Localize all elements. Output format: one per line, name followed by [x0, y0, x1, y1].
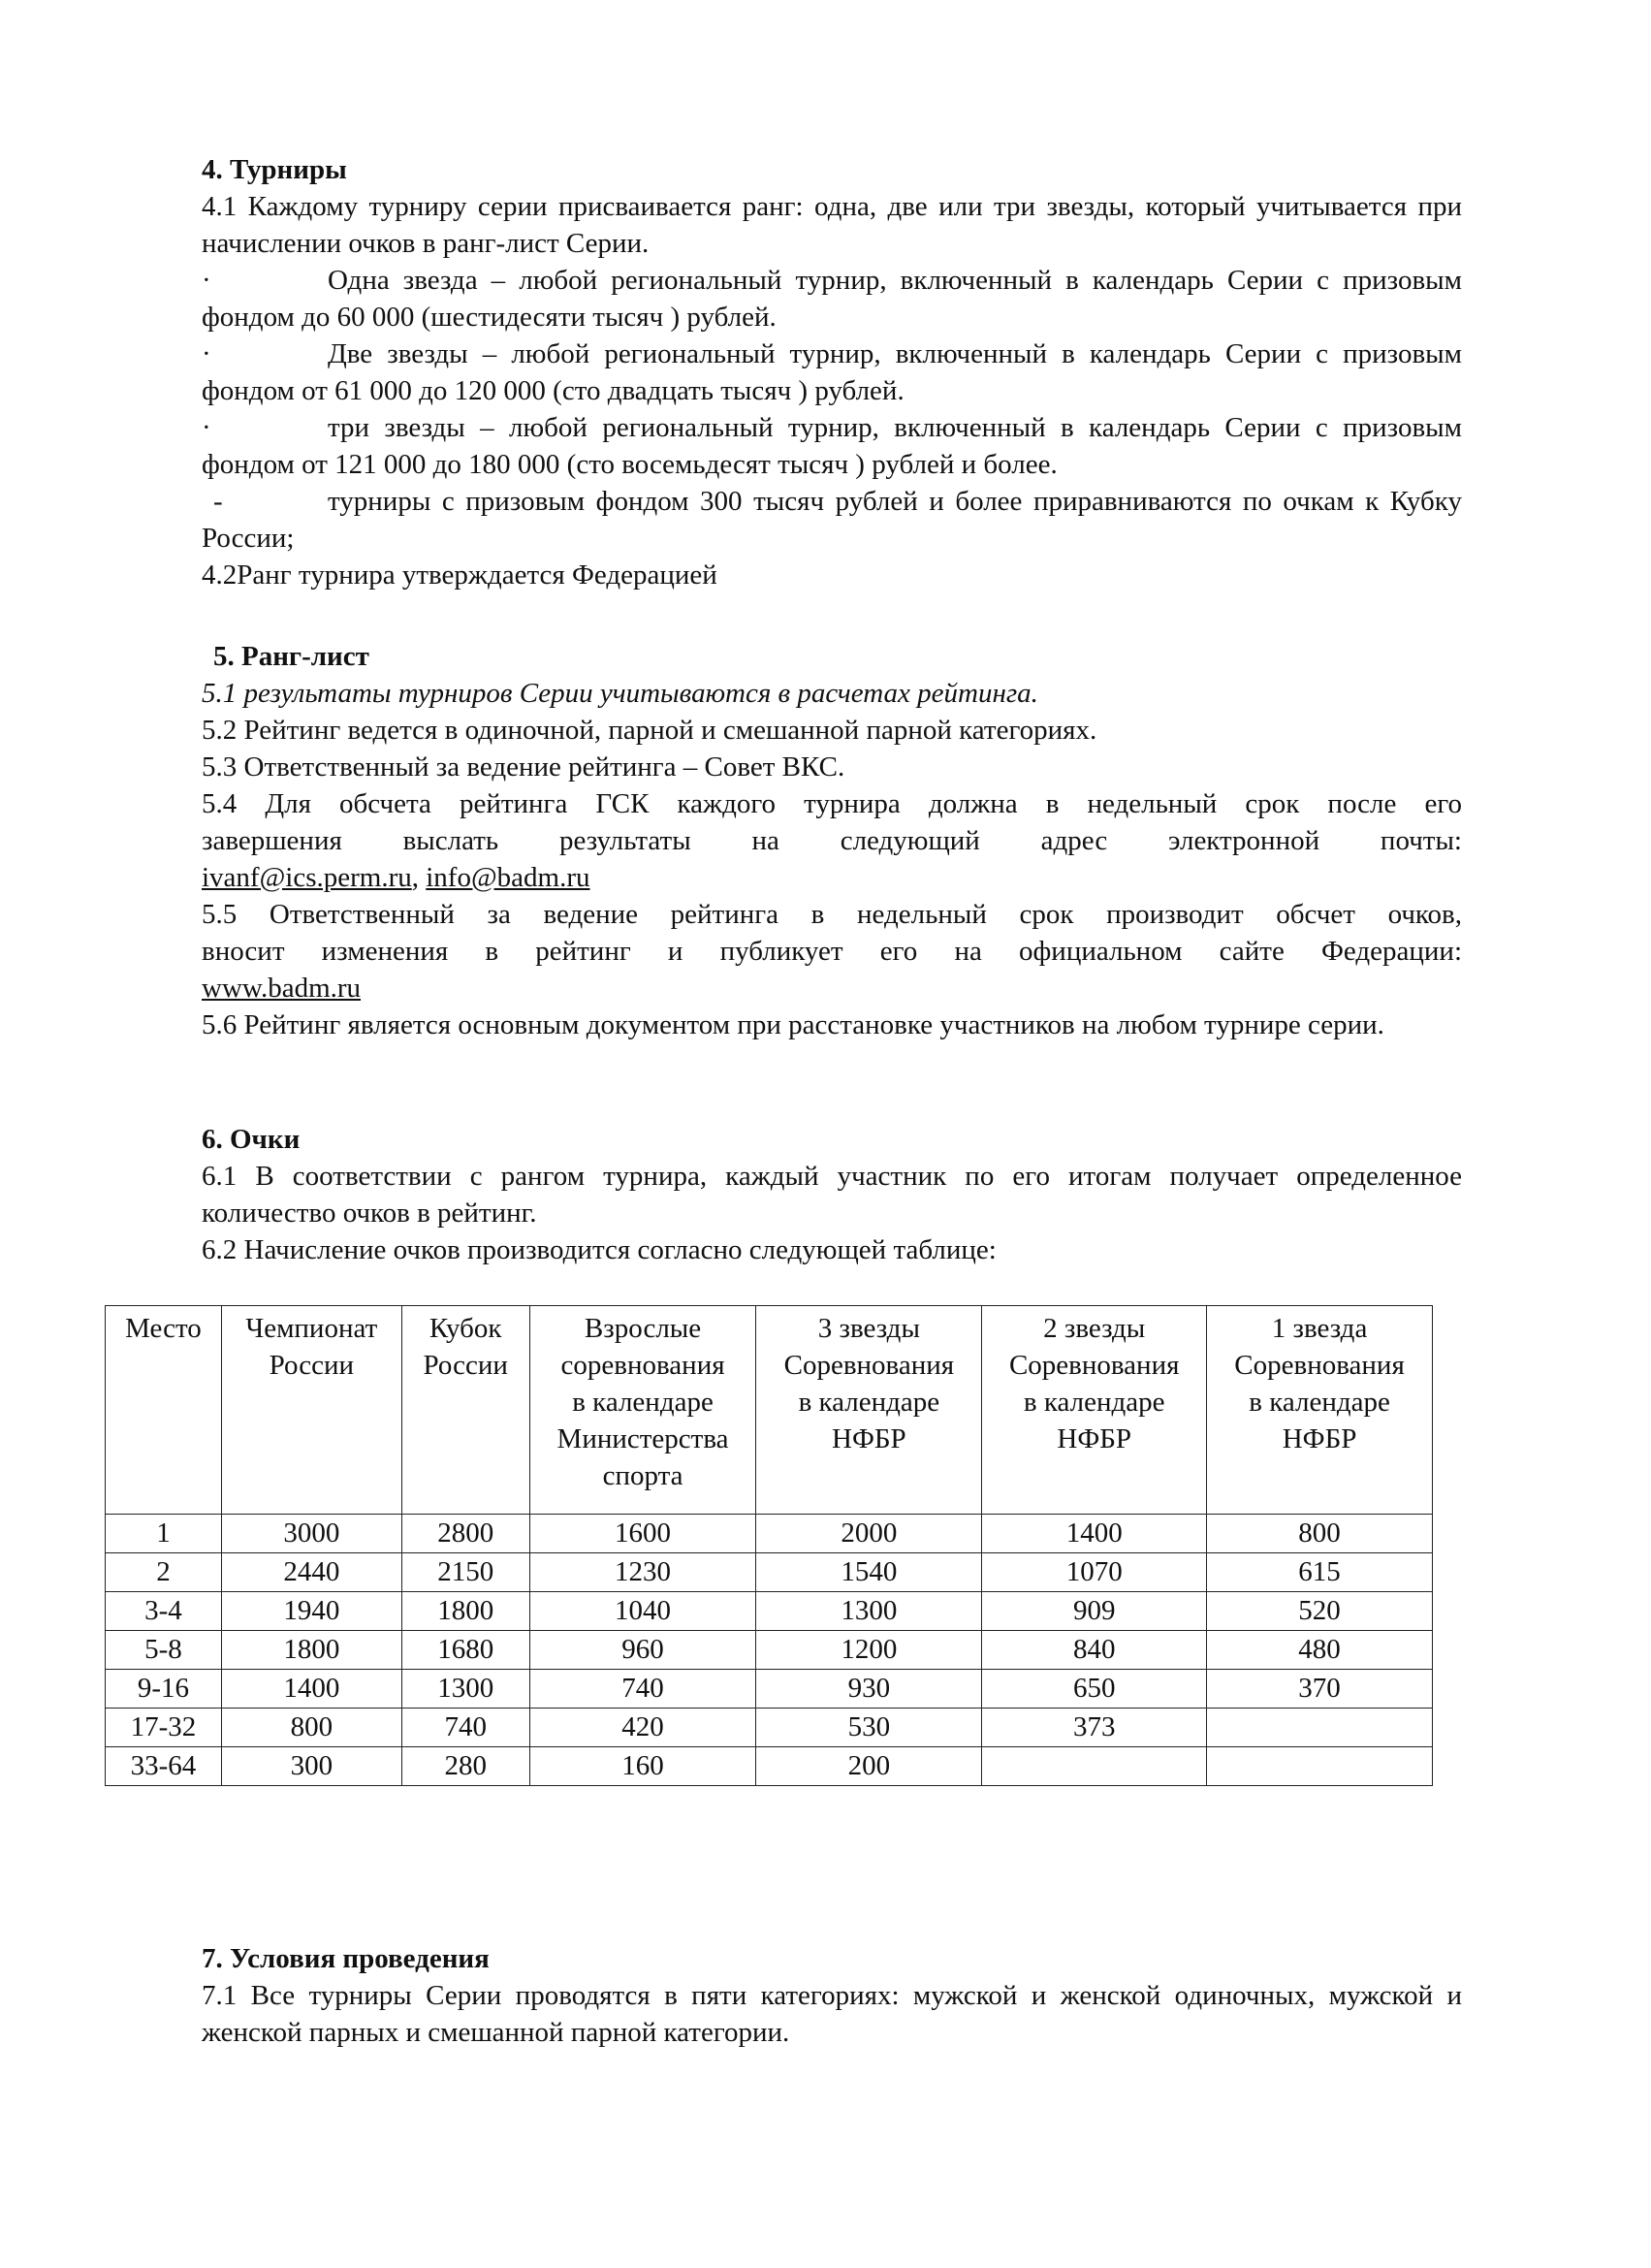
place-cell: 3-4 [106, 1592, 222, 1631]
header-cell-line: НФБР [1057, 1423, 1132, 1454]
site-line [202, 970, 1462, 1006]
bullet-300k [202, 483, 1462, 557]
points-cell: 1400 [221, 1670, 401, 1709]
section-4 [202, 151, 1462, 593]
points-cell: 1600 [529, 1515, 756, 1553]
paragraph-6-1: 6.1 В соответствии с рангом турнира, каждый участник по его итогам получает определенное количество очков в рейтинг. [202, 1161, 1462, 1229]
points-cell: 800 [1207, 1515, 1433, 1553]
header-cell-line: 3 звезды [817, 1313, 920, 1344]
header-cell-line: Кубок [429, 1313, 502, 1344]
header-cell-line: Соревнования [783, 1350, 955, 1381]
header-cell [529, 1306, 756, 1515]
points-cell: 1400 [982, 1515, 1207, 1553]
points-table-body [106, 1515, 1433, 1786]
points-cell: 740 [401, 1709, 529, 1747]
header-cell-line: в календаре [1249, 1387, 1390, 1418]
header-cell [221, 1306, 401, 1515]
points-cell: 1200 [756, 1631, 982, 1670]
paragraph-5-1-text: 5.1 результаты турниров Серии учитываются в расчетах рейтинга. [202, 678, 1038, 709]
points-cell: 1040 [529, 1592, 756, 1631]
header-cell [1207, 1306, 1433, 1515]
header-cell-line: в календаре [572, 1387, 714, 1418]
points-cell: 800 [221, 1709, 401, 1747]
paragraph-5-2: 5.2 Рейтинг ведется в одиночной, парной и смешанной парной категориях. [202, 715, 1097, 746]
table-row [106, 1553, 1433, 1592]
points-cell [982, 1747, 1207, 1786]
header-cell-line: спорта [602, 1460, 683, 1491]
points-cell: 480 [1207, 1631, 1433, 1670]
header-cell [756, 1306, 982, 1515]
header-cell [401, 1306, 529, 1515]
section-7-heading: 7. Условия проведения [202, 1943, 490, 1974]
header-cell-line: Чемпионат [245, 1313, 378, 1344]
header-cell-line: 1 звезда [1271, 1313, 1368, 1344]
email-link-info[interactable]: info@badm.ru [426, 862, 590, 893]
email-line [202, 859, 1462, 896]
header-cell-line: России [423, 1350, 508, 1381]
points-table [105, 1305, 1433, 1786]
header-cell [106, 1306, 222, 1515]
email-separator: , [411, 862, 427, 893]
points-cell: 1680 [401, 1631, 529, 1670]
bullet-mark: - [213, 486, 223, 517]
points-cell: 909 [982, 1592, 1207, 1631]
paragraph-5-4-line-2: завершения выслать результаты на следующий адрес электронной почты: [202, 825, 1462, 856]
points-cell: 615 [1207, 1553, 1433, 1592]
section-4-heading: 4. Турниры [202, 154, 347, 185]
points-cell: 520 [1207, 1592, 1433, 1631]
site-link[interactable]: www.badm.ru [202, 973, 362, 1004]
header-cell-line: в календаре [798, 1387, 940, 1418]
points-cell: 1800 [221, 1631, 401, 1670]
points-cell: 2800 [401, 1515, 529, 1553]
points-cell: 530 [756, 1709, 982, 1747]
paragraph-5-5-line-1: 5.5 Ответственный за ведение рейтинга в недельный срок производит обсчет очков, [202, 899, 1462, 930]
section-5 [202, 638, 1462, 1043]
bullet-two-stars-text: Две звезды – любой региональный турнир, включенный в календарь Серии с призовым фондом от 61 000 до 120 000 (сто двадцать тысяч ) рублей. [202, 338, 1462, 406]
bullet-mark: · [202, 265, 211, 296]
points-cell: 280 [401, 1747, 529, 1786]
bullet-mark: · [202, 412, 211, 443]
points-cell: 1540 [756, 1553, 982, 1592]
paragraph-6-2: 6.2 Начисление очков производится согласно следующей таблице: [202, 1234, 997, 1265]
table-row [106, 1747, 1433, 1786]
header-cell [982, 1306, 1207, 1515]
paragraph-5-5-line-2: вносит изменения в рейтинг и публикует его на официальном сайте Федерации: [202, 936, 1462, 967]
table-row [106, 1631, 1433, 1670]
header-cell-line: Взрослые [584, 1313, 702, 1344]
header-row [106, 1306, 1433, 1515]
bullet-one-star-text: Одна звезда – любой региональный турнир, включенный в календарь Серии с призовым фондом до 60 000 (шестидесяти тысяч ) рублей. [202, 265, 1462, 333]
points-cell: 200 [756, 1747, 982, 1786]
points-cell: 2150 [401, 1553, 529, 1592]
paragraph-7-1: 7.1 Все турниры Серии проводятся в пяти категориях: мужской и женской одиночных, мужской и женской парных и смешанной парной категории. [202, 1980, 1462, 2048]
points-cell: 300 [221, 1747, 401, 1786]
points-cell: 373 [982, 1709, 1207, 1747]
header-cell-line: Место [125, 1313, 202, 1344]
points-cell: 1300 [756, 1592, 982, 1631]
points-cell: 2000 [756, 1515, 982, 1553]
header-cell-line: Соревнования [1008, 1350, 1180, 1381]
paragraph-5-4-line-1: 5.4 Для обсчета рейтинга ГСК каждого турнира должна в недельный срок после его [202, 788, 1462, 819]
header-cell-line: НФБР [832, 1423, 906, 1454]
points-cell [1207, 1747, 1433, 1786]
place-cell: 9-16 [106, 1670, 222, 1709]
points-cell: 160 [529, 1747, 756, 1786]
header-cell-line: России [269, 1350, 355, 1381]
points-cell: 840 [982, 1631, 1207, 1670]
header-cell-line: в календаре [1023, 1387, 1165, 1418]
table-row [106, 1515, 1433, 1553]
paragraph-5-3: 5.3 Ответственный за ведение рейтинга – Совет ВКС. [202, 751, 845, 783]
table-row [106, 1709, 1433, 1747]
place-cell: 17-32 [106, 1709, 222, 1747]
paragraph-5-1 [202, 675, 1462, 712]
paragraph-4-1: 4.1 Каждому турниру серии присваивается ранг: одна, две или три звезды, который учитывается при начислении очков в ранг-лист Серии. [202, 191, 1462, 259]
table-row [106, 1670, 1433, 1709]
points-cell: 650 [982, 1670, 1207, 1709]
header-cell-line: Министерства [556, 1423, 729, 1454]
points-cell: 370 [1207, 1670, 1433, 1709]
paragraph-5-6: 5.6 Рейтинг является основным документом при расстановке участников на любом турнире серии. [202, 1009, 1384, 1040]
points-cell: 930 [756, 1670, 982, 1709]
points-cell: 2440 [221, 1553, 401, 1592]
place-cell: 1 [106, 1515, 222, 1553]
points-cell: 960 [529, 1631, 756, 1670]
points-cell [1207, 1709, 1433, 1747]
points-cell: 3000 [221, 1515, 401, 1553]
header-cell-line: Соревнования [1234, 1350, 1405, 1381]
bullet-300k-text: турниры с призовым фондом 300 тысяч рублей и более приравниваются по очкам к Кубку России; [202, 486, 1462, 554]
points-cell: 1800 [401, 1592, 529, 1631]
points-cell: 1940 [221, 1592, 401, 1631]
paragraph-4-2: 4.2Ранг турнира утверждается Федерацией [202, 559, 717, 591]
points-cell: 1070 [982, 1553, 1207, 1592]
bullet-mark: · [202, 338, 211, 369]
points-cell: 1300 [401, 1670, 529, 1709]
bullet-two-stars [202, 335, 1462, 409]
place-cell: 5-8 [106, 1631, 222, 1670]
header-cell-line: соревнования [560, 1350, 725, 1381]
table-row [106, 1592, 1433, 1631]
header-cell-line: НФБР [1282, 1423, 1357, 1454]
email-link-ivanf[interactable]: ivanf@ics.perm.ru [202, 862, 412, 893]
bullet-three-stars-text: три звезды – любой региональный турнир, включенный в календарь Серии с призовым фондом от 121 000 до 180 000 (сто восемьдесят тысяч ) рублей и более. [202, 412, 1462, 480]
place-cell: 33-64 [106, 1747, 222, 1786]
section-7 [202, 1940, 1462, 2051]
section-6 [202, 1121, 1462, 1268]
section-6-heading: 6. Очки [202, 1124, 301, 1155]
header-cell-line: 2 звезды [1043, 1313, 1146, 1344]
section-5-heading: 5. Ранг-лист [213, 641, 369, 672]
points-table-header [106, 1306, 1433, 1515]
points-cell: 420 [529, 1709, 756, 1747]
bullet-one-star [202, 262, 1462, 335]
place-cell: 2 [106, 1553, 222, 1592]
bullet-three-stars [202, 409, 1462, 483]
points-cell: 740 [529, 1670, 756, 1709]
points-cell: 1230 [529, 1553, 756, 1592]
